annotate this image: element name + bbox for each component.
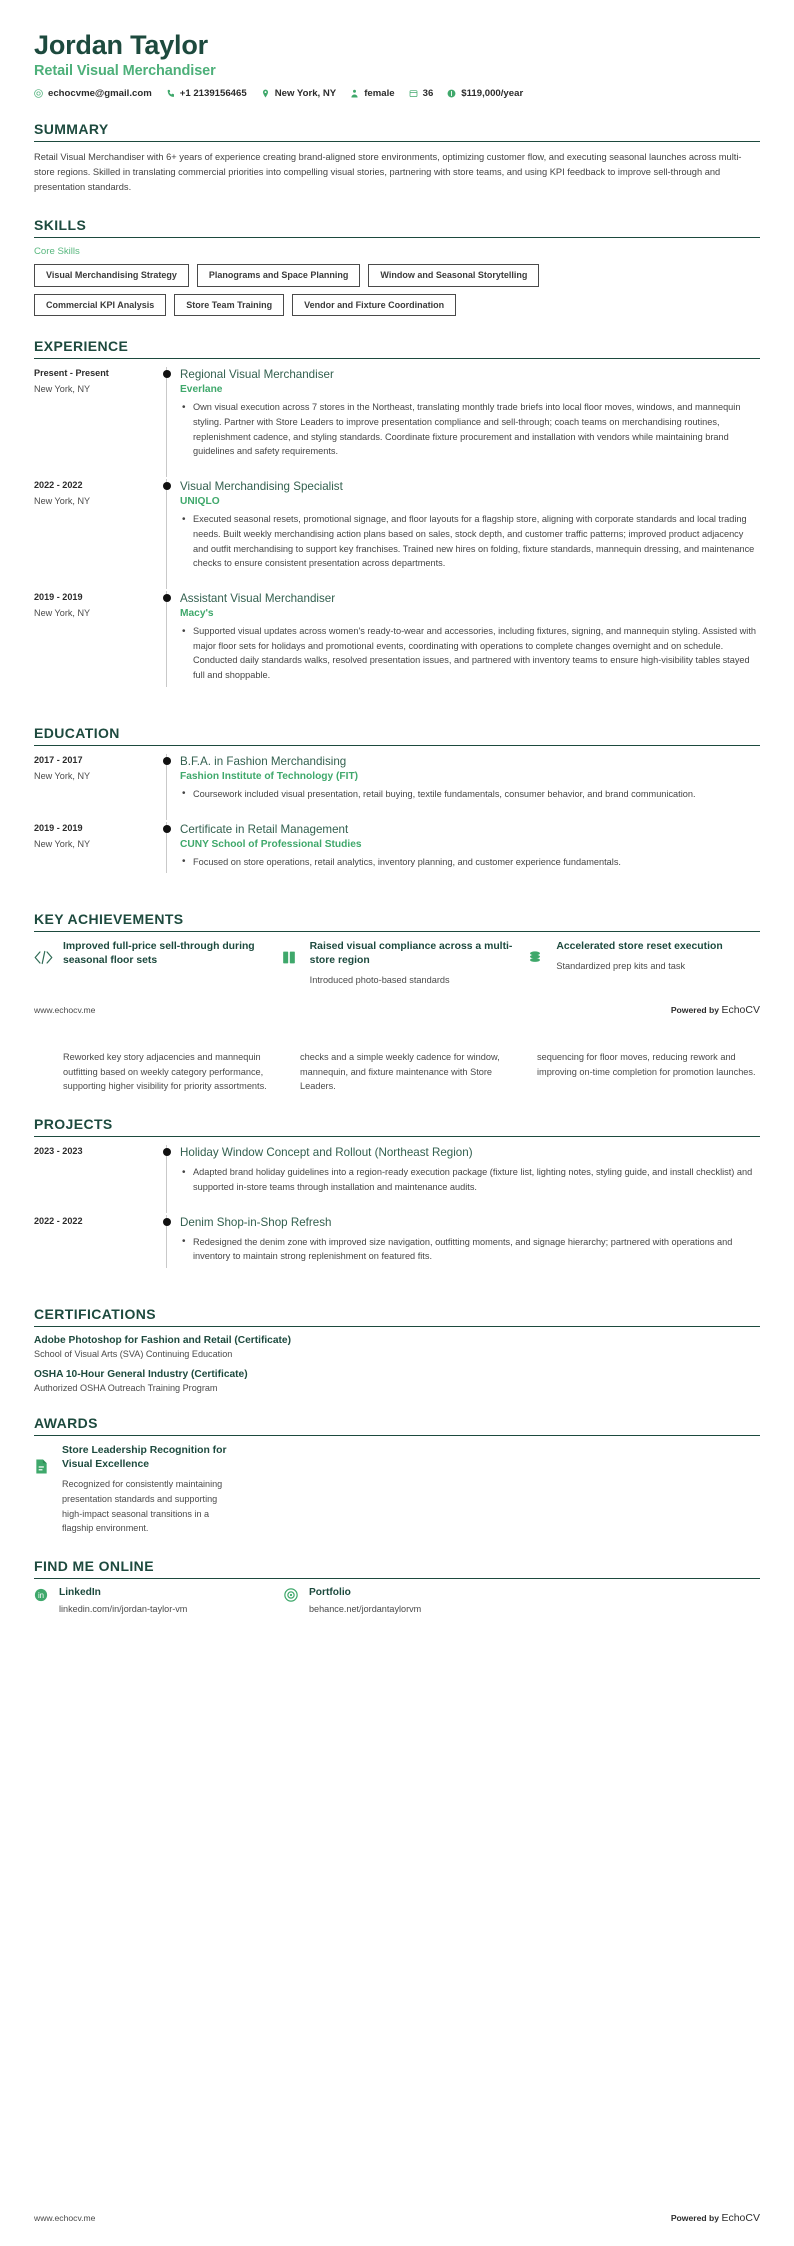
- entry-school: Fashion Institute of Technology (FIT): [180, 770, 359, 782]
- skills-chip-list-row2: [34, 294, 760, 316]
- entry-meta: [34, 367, 156, 477]
- entry-job-title: Visual Merchandising Specialist: [180, 480, 343, 493]
- candidate-name: Jordan Taylor: [34, 30, 208, 60]
- section-education: [34, 725, 760, 890]
- entry-company: Macy's: [180, 608, 214, 619]
- entry-bullets: [180, 855, 760, 870]
- find-me-online-title: FIND ME ONLINE: [34, 1557, 154, 1574]
- entry-bullets: [180, 1235, 760, 1264]
- entry-meta: [34, 591, 156, 701]
- entry-bullets: [180, 400, 760, 459]
- summary-text: Retail Visual Merchandiser with 6+ years of experience creating brand-aligned store environments, optimizing customer flow, and executing seasonal launches across multi-store regions. Skilled in translating commercial priorities into compelling visual stories, partnering with store teams, and using KPI feedback to improve sell-through and presentation standards.: [34, 152, 742, 193]
- entry-bullet: • Supported visual updates across women's ready-to-wear and accessories, including fixtures, signing, and mannequin styling. Assisted with major floor sets for holidays and promotional events, coordinating with operations to complete changes overnight and on schedule. Conducted daily standards walks, resolved presentation issues, and partnered with inventory teams to ensure high-visibility tables stayed full and shoppable.: [180, 624, 760, 683]
- timeline-rail: [156, 479, 178, 589]
- key-achievement-text: [556, 940, 760, 974]
- entry-date: Present - Present: [34, 368, 109, 379]
- key-achievement-continuation: checks and a simple weekly cadence for window, mannequin, and fixture maintenance with Store Leaders.: [300, 1052, 500, 1092]
- find-me-online-url: behance.net/jordantaylorvm: [309, 1603, 422, 1614]
- skill-chip: Visual Merchandising Strategy: [34, 264, 189, 286]
- timeline-dot: [163, 594, 171, 602]
- projects-title: PROJECTS: [34, 1116, 113, 1133]
- section-key-achievements: [34, 911, 760, 988]
- section-projects: [34, 1116, 760, 1284]
- find-me-online-url: linkedin.com/in/jordan-taylor-vm: [59, 1603, 188, 1614]
- contact-age-value: 36: [422, 88, 434, 100]
- section-certifications: [34, 1306, 760, 1393]
- section-awards: [34, 1415, 760, 1535]
- book-icon: [281, 940, 301, 970]
- entry-meta: [34, 754, 156, 820]
- code-brackets-icon: [34, 940, 54, 970]
- timeline-dot: [163, 370, 171, 378]
- key-achievement-item: [527, 940, 760, 988]
- contact-email[interactable]: [34, 88, 152, 99]
- timeline-line: [166, 367, 167, 477]
- award-title: Store Leadership Recognition for Visual Excellence: [62, 1445, 227, 1471]
- section-find-me-online: [34, 1558, 760, 1614]
- entry-company: UNIQLO: [180, 496, 220, 508]
- portfolio-icon: [284, 1587, 300, 1607]
- project-title: Denim Shop-in-Shop Refresh: [180, 1215, 332, 1229]
- entry-meta: [34, 822, 156, 888]
- person-icon: [350, 89, 359, 98]
- entry-body: [178, 1215, 760, 1283]
- skills-chip-list: [34, 264, 760, 286]
- certifications-rule: [34, 1326, 760, 1327]
- key-achievement-item: [34, 940, 267, 988]
- timeline-dot: [163, 1148, 171, 1156]
- project-entry: [34, 1215, 760, 1285]
- svg-text:in: in: [37, 1590, 45, 1600]
- entry-date: 2017 - 2017: [34, 754, 83, 765]
- key-achievement-item: [281, 940, 514, 988]
- entry-bullets: [180, 787, 760, 802]
- entry-date: 2022 - 2022: [34, 1215, 83, 1226]
- skills-rule: [34, 237, 760, 238]
- key-achievements-rule: [34, 931, 760, 932]
- skill-chip: Store Team Training: [174, 294, 284, 316]
- entry-degree-title: Certificate in Retail Management: [180, 822, 349, 836]
- email-icon: [34, 89, 43, 98]
- entry-bullet: • Coursework included visual presentation, retail buying, textile fundamentals, consumer behavior, and brand communication.: [180, 787, 760, 802]
- entry-meta: [34, 1145, 156, 1213]
- entry-date: 2019 - 2019: [34, 822, 83, 833]
- location-pin-icon: [261, 89, 270, 98]
- entry-bullet: • Redesigned the denim zone with improved size navigation, outfitting moments, and signage hierarchy; partnered with operations and inventory to maintain strong replenishment on featured fits.: [180, 1235, 760, 1264]
- experience-title: EXPERIENCE: [34, 338, 129, 355]
- find-me-online-text: [309, 1587, 421, 1614]
- projects-rule: [34, 1136, 760, 1137]
- key-achievement-text: [310, 940, 514, 988]
- entry-body: [178, 367, 760, 477]
- contact-location: [261, 88, 337, 99]
- skills-group-label: Core Skills: [34, 246, 80, 258]
- certifications-title: CERTIFICATIONS: [34, 1306, 157, 1323]
- certification-name: OSHA 10-Hour General Industry (Certificate): [34, 1369, 248, 1381]
- entry-bullets: [180, 1165, 760, 1194]
- entry-company: Everlane: [180, 384, 223, 396]
- entry-body: [178, 479, 760, 589]
- entry-bullets: [180, 512, 760, 571]
- summary-title: SUMMARY: [34, 121, 109, 138]
- key-achievements-grid: [34, 940, 760, 988]
- contact-location-value: New York, NY: [274, 88, 337, 100]
- timeline-dot: [163, 482, 171, 490]
- resume-header: [34, 0, 760, 99]
- timeline-dot: [163, 825, 171, 833]
- timeline-rail: [156, 1215, 178, 1283]
- experience-entry: [34, 367, 760, 479]
- award-desc: Recognized for consistently maintaining presentation standards and supporting high-impact seasonal transitions in a flagship environment.: [62, 1479, 223, 1534]
- entry-job-title: Assistant Visual Merchandiser: [180, 591, 336, 605]
- timeline-rail: [156, 822, 178, 888]
- section-summary: [34, 121, 760, 195]
- timeline-line: [166, 479, 167, 589]
- experience-entry: [34, 591, 760, 703]
- certification-item: [34, 1335, 760, 1359]
- entry-degree-title: B.F.A. in Fashion Merchandising: [180, 754, 347, 768]
- skill-chip: Commercial KPI Analysis: [34, 294, 166, 316]
- entry-location: New York, NY: [34, 838, 91, 849]
- key-achievement-text: [63, 940, 267, 973]
- contact-phone[interactable]: [166, 88, 247, 99]
- entry-date: 2022 - 2022: [34, 480, 83, 490]
- project-title: Holiday Window Concept and Rollout (Northeast Region): [180, 1146, 473, 1160]
- contact-row: [34, 88, 760, 99]
- key-achievement-title: Improved full-price sell-through during seasonal floor sets: [63, 941, 255, 967]
- document-icon: [34, 1444, 52, 1480]
- find-me-online-grid: [34, 1587, 760, 1614]
- bottom-footer-brand-name: EchoCV: [721, 2212, 760, 2224]
- entry-bullets: [180, 624, 760, 683]
- key-achievement-desc: Standardized prep kits and task: [556, 961, 686, 972]
- skill-chip: Window and Seasonal Storytelling: [368, 264, 539, 286]
- timeline-line: [166, 591, 167, 687]
- timeline-rail: [156, 367, 178, 477]
- awards-title: AWARDS: [34, 1415, 98, 1432]
- certification-item: [34, 1369, 760, 1393]
- contact-gender-value: female: [364, 88, 395, 100]
- education-rule: [34, 745, 760, 746]
- page-footer-band: [34, 1004, 760, 1016]
- entry-body: [178, 1145, 760, 1213]
- education-entry: [34, 754, 760, 822]
- timeline-dot: [163, 1218, 171, 1226]
- candidate-role: Retail Visual Merchandiser: [34, 63, 216, 80]
- entry-location: New York, NY: [34, 384, 91, 395]
- contact-gender: [350, 88, 394, 99]
- entry-date: 2023 - 2023: [34, 1146, 83, 1157]
- find-me-online-rule: [34, 1578, 760, 1579]
- timeline-rail: [156, 1145, 178, 1213]
- section-skills: [34, 217, 760, 316]
- bottom-footer-powered-prefix: Powered by: [670, 2213, 720, 2223]
- key-achievement-title: Raised visual compliance across a multi-store region: [309, 941, 513, 967]
- key-achievement-title: Accelerated store reset execution: [556, 941, 723, 953]
- entry-bullet: • Executed seasonal resets, promotional signage, and floor layouts for a flagship store, aligning with corporate standards and local trading needs. Built weekly merchandising action plans based on sales, stock depth, and customer traffic patterns; improved product adjacency and outfit merchandising to support key franchises. Trained new hires on folding, fixture standards, mannequin dressing, and maintenance checks to ensure consistent presentation across departments.: [180, 512, 760, 571]
- skills-title: SKILLS: [34, 217, 87, 234]
- entry-body: [178, 754, 760, 820]
- footer-powered-prefix: Powered by: [670, 1005, 720, 1016]
- summary-rule: [34, 141, 760, 142]
- project-entry: [34, 1145, 760, 1215]
- awards-rule: [34, 1435, 760, 1436]
- money-icon: [447, 89, 456, 98]
- find-me-online-label: Portfolio: [309, 1586, 351, 1598]
- entry-bullet: • Focused on store operations, retail analytics, inventory planning, and customer experience fundamentals.: [180, 855, 760, 870]
- section-experience: [34, 338, 760, 703]
- footer-brand: [671, 1004, 760, 1016]
- key-achievement-continuation: sequencing for floor moves, reducing rework and improving on-time completion for promotion launches.: [537, 1052, 756, 1077]
- find-me-online-item[interactable]: [284, 1587, 520, 1614]
- entry-location: New York, NY: [34, 607, 91, 618]
- timeline-rail: [156, 754, 178, 820]
- contact-phone-value: +1 2139156465: [179, 88, 247, 100]
- experience-entry: [34, 479, 760, 591]
- entry-job-title: Regional Visual Merchandiser: [180, 368, 334, 382]
- entry-body: [178, 822, 760, 888]
- certification-name: Adobe Photoshop for Fashion and Retail (Certificate): [34, 1335, 291, 1347]
- entry-location: New York, NY: [34, 496, 91, 506]
- contact-salary-value: $119,000/year: [461, 88, 524, 100]
- bottom-footer-site: www.echocv.me: [34, 2213, 96, 2223]
- education-title: EDUCATION: [34, 724, 120, 741]
- certification-org: Authorized OSHA Outreach Training Program: [34, 1383, 218, 1394]
- key-achievement-continuation: Reworked key story adjacencies and mannequin outfitting based on weekly category performance, supporting higher visibility for priority assortments.: [63, 1052, 267, 1092]
- contact-salary: [447, 88, 523, 99]
- entry-location: New York, NY: [34, 770, 91, 781]
- award-item: [34, 1444, 760, 1535]
- timeline-dot: [163, 757, 171, 765]
- entry-bullet: • Own visual execution across 7 stores in the Northeast, translating monthly trade briefs into local floor moves, windows, and mannequin styling. Partner with Store Leaders to improve presentation compliance and sell-through; coach teams on merchandising routines, replenishment cadence, and styling standards. Coordinate fixture procurement and installation with vendors while maintaining brand guidelines and safety requirements.: [180, 400, 760, 459]
- phone-icon: [166, 89, 175, 98]
- linkedin-icon: [34, 1587, 50, 1607]
- bottom-footer: [34, 2212, 760, 2224]
- experience-rule: [34, 358, 760, 359]
- entry-bullet: • Adapted brand holiday guidelines into a region-ready execution package (fixture list, lighting notes, styling guide, and install checklist) and supported in-store teams through installation and maintenance audits.: [180, 1165, 760, 1194]
- timeline-rail: [156, 591, 178, 701]
- footer-site: www.echocv.me: [34, 1005, 96, 1016]
- key-achievement-desc: Introduced photo-based standards: [309, 975, 450, 986]
- key-achievements-title: KEY ACHIEVEMENTS: [34, 911, 184, 928]
- find-me-online-text: [59, 1587, 187, 1614]
- entry-meta: [34, 1215, 156, 1283]
- entry-body: [178, 591, 760, 701]
- skill-chip: Planograms and Space Planning: [197, 264, 361, 286]
- education-entry: [34, 822, 760, 890]
- footer-brand-name: EchoCV: [721, 1004, 760, 1017]
- entry-school: CUNY School of Professional Studies: [180, 838, 362, 850]
- bottom-footer-brand: [671, 2212, 760, 2224]
- database-icon: [527, 940, 547, 970]
- find-me-online-item[interactable]: [34, 1587, 270, 1614]
- contact-age: [409, 88, 434, 99]
- entry-meta: [34, 479, 156, 589]
- certification-org: School of Visual Arts (SVA) Continuing Education: [34, 1349, 233, 1360]
- calendar-icon: [409, 89, 418, 98]
- contact-email-value: echocvme@gmail.com: [48, 88, 152, 100]
- key-achievement-continuations: [34, 1050, 760, 1094]
- skill-chip: Vendor and Fixture Coordination: [292, 294, 456, 316]
- award-body: [62, 1444, 230, 1535]
- find-me-online-label: LinkedIn: [59, 1586, 101, 1598]
- entry-date: 2019 - 2019: [34, 591, 83, 602]
